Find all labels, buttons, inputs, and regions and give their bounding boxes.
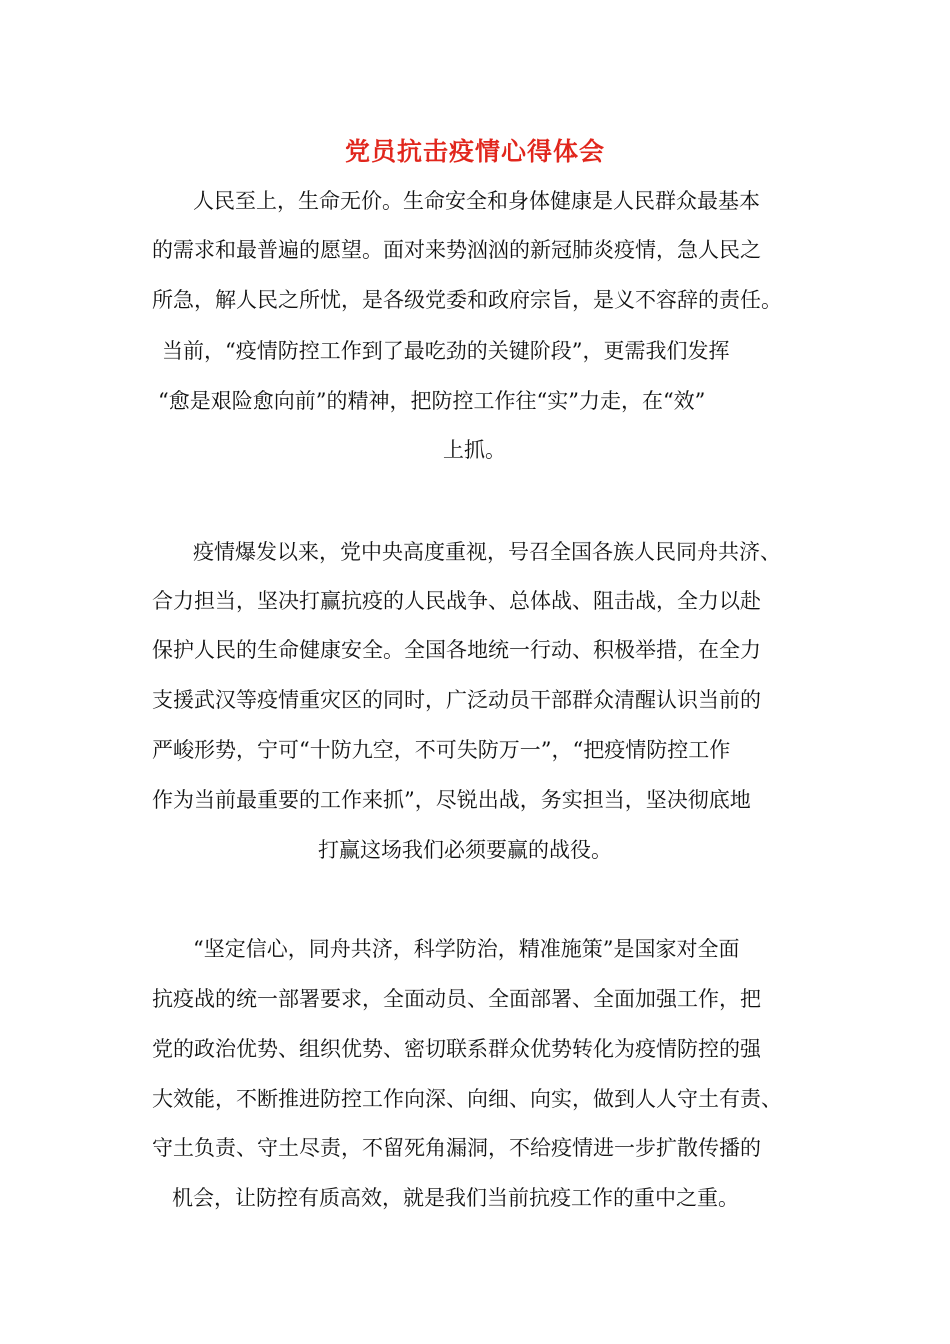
paragraph-line: 作为当前最重要的工作来抓”，尽锐出战，务实担当，坚决彻底地: [152, 788, 751, 812]
paragraph-line: 严峻形势，宁可“十防九空，不可失防万一”，“把疫情防控工作: [152, 738, 731, 762]
paragraph-line: “愈是艰险愈向前”的精神，把防控工作往“实”力走，在“效”: [158, 389, 706, 413]
paragraph-line: 的需求和最普遍的愿望。面对来势汹汹的新冠肺炎疫情，急人民之: [152, 238, 761, 262]
paragraph-line: 人民至上，生命无价。生命安全和身体健康是人民群众最基本: [193, 189, 760, 213]
paragraph-line: 党的政治优势、组织优势、密切联系群众优势转化为疫情防控的强: [152, 1037, 761, 1061]
paragraph-line: 所急，解人民之所忧，是各级党委和政府宗旨，是义不容辞的责任。: [152, 288, 782, 312]
paragraph-line: 机会，让防控有质高效，就是我们当前抗疫工作的重中之重。: [172, 1186, 739, 1210]
paragraph-line: 大效能，不断推进防控工作向深、向细、向实，做到人人守土有责、: [152, 1087, 782, 1111]
paragraph-line: 守土负责、守土尽责，不留死角漏洞，不给疫情进一步扩散传播的: [152, 1136, 761, 1160]
paragraph-line: 保护人民的生命健康安全。全国各地统一行动、积极举措，在全力: [152, 638, 761, 662]
document-title: 党员抗击疫情心得体会: [344, 137, 605, 166]
paragraph-line: 抗疫战的统一部署要求，全面动员、全面部署、全面加强工作，把: [152, 987, 761, 1011]
paragraph-line: 打赢这场我们必须要赢的战役。: [318, 838, 612, 862]
paragraph-line: 当前，“疫情防控工作到了最吃劲的关键阶段”，更需我们发挥: [162, 339, 730, 363]
paragraph-line: 支援武汉等疫情重灾区的同时，广泛动员干部群众清醒认识当前的: [152, 688, 761, 712]
paragraph-line: 上抓。: [443, 438, 506, 462]
paragraph-line: 合力担当，坚决打赢抗疫的人民战争、总体战、阻击战，全力以赴: [152, 589, 761, 613]
paragraph-line: 疫情爆发以来，党中央高度重视，号召全国各族人民同舟共济、: [193, 540, 781, 564]
paragraph-line: “坚定信心，同舟共济，科学防治，精准施策”是国家对全面: [193, 937, 740, 961]
